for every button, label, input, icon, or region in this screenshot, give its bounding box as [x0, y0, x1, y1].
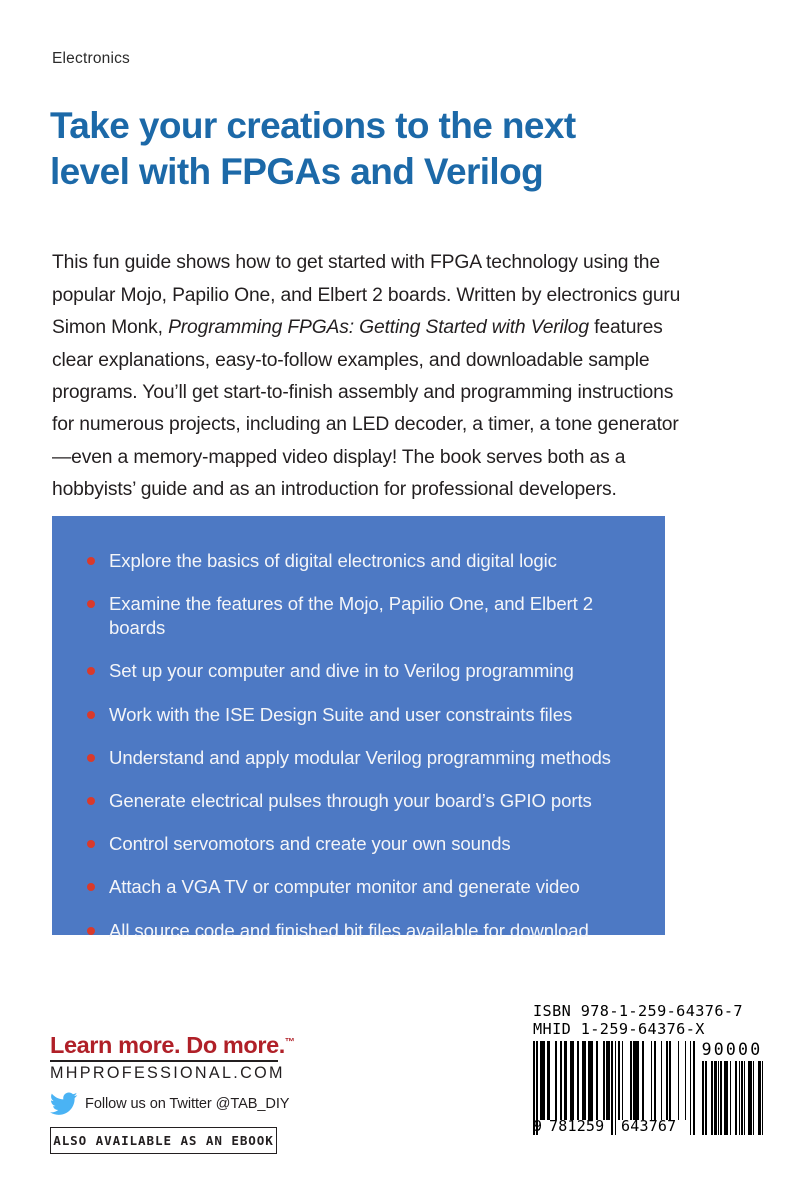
list-item — [78, 592, 639, 640]
list-item-label: Attach a VGA TV or computer monitor and generate video — [109, 876, 580, 898]
publisher-tagline-text: Learn more. Do more. — [50, 1032, 285, 1058]
list-item-label: Control servomotors and create your own sounds — [109, 833, 511, 855]
bullet-dot-icon — [87, 557, 95, 565]
ean13-digits — [533, 1117, 696, 1135]
list-item — [78, 746, 639, 770]
book-title-italic: Programming FPGAs: Getting Started with Verilog — [168, 317, 589, 339]
page-title — [50, 103, 710, 195]
bullet-dot-icon — [87, 927, 95, 935]
divider — [50, 1060, 278, 1062]
feature-highlight-box — [52, 516, 665, 941]
category-label: Electronics — [52, 50, 131, 67]
description-part-2: features clear explanations, easy-to-follow examples, and downloadable sample programs. You’ll get start-to-finish assembly and programming instructions for numerous projects, including an LED decoder, a timer, a tone generator—even a memory-mapped video display! The book serves both as a hobbyists’ guide and as an introduction for professional developers. — [52, 317, 679, 501]
mhid-number: MHID 1-259-64376-X — [533, 1019, 705, 1038]
list-item — [78, 659, 639, 683]
ean13-digit-left: 9 — [533, 1117, 543, 1135]
description-paragraph — [52, 247, 684, 506]
twitter-follow-label: Follow us on Twitter @TAB_DIY — [85, 1095, 290, 1112]
barcode-block — [533, 1003, 763, 1135]
ean5-digits: 90000 — [701, 1040, 763, 1059]
feature-list — [78, 549, 639, 943]
bullet-dot-icon — [87, 754, 95, 762]
list-item-label: Examine the features of the Mojo, Papilio One, and Elbert 2 boards — [109, 593, 594, 639]
ean13-digits-mid: 781259 — [549, 1117, 605, 1135]
description-part-1: This fun guide shows how to get started with FPGA technology using the popular Mojo, Papilio One, and Elbert 2 boards. Written by electronics guru Simon Monk, — [52, 252, 681, 339]
publisher-url[interactable]: MHPROFESSIONAL.COM — [50, 1063, 285, 1082]
list-item-label: Work with the ISE Design Suite and user constraints files — [109, 703, 573, 725]
page-title-line-2: level with FPGAs and Verilog — [50, 151, 544, 192]
ean5-supplement — [701, 1041, 763, 1135]
list-item — [78, 919, 639, 943]
ebook-availability-label: ALSO AVAILABLE AS AN EBOOK — [53, 1132, 274, 1148]
list-item — [78, 789, 639, 813]
bullet-dot-icon — [87, 667, 95, 675]
list-item-label: Understand and apply modular Verilog programming methods — [109, 746, 611, 768]
bullet-dot-icon — [87, 840, 95, 848]
isbn-number: ISBN 978-1-259-64376-7 — [533, 1002, 743, 1020]
trademark-symbol: ™ — [284, 1037, 295, 1048]
twitter-follow-row[interactable] — [50, 1092, 290, 1116]
bullet-dot-icon — [87, 883, 95, 891]
list-item — [78, 832, 639, 856]
list-item-label: Explore the basics of digital electronics and digital logic — [109, 550, 557, 571]
publisher-tagline — [50, 1030, 295, 1058]
page-title-line-1: Take your creations to the next — [50, 105, 576, 146]
ean13-digits-right: 643767 — [621, 1117, 677, 1135]
ean13-barcode — [533, 1041, 696, 1135]
twitter-bird-icon — [50, 1092, 78, 1115]
barcode-row — [533, 1041, 763, 1135]
bullet-dot-icon — [87, 600, 95, 608]
ean5-bars — [701, 1061, 763, 1135]
bullet-dot-icon — [87, 797, 95, 805]
list-item-label: Generate electrical pulses through your board’s GPIO ports — [109, 789, 592, 811]
list-item — [78, 703, 639, 727]
list-item-label: Set up your computer and dive in to Verilog programming — [109, 660, 574, 682]
publisher-branding — [50, 1030, 295, 1154]
list-item-label: All source code and finished bit files available for download — [109, 919, 589, 941]
list-item — [78, 549, 639, 573]
bullet-dot-icon — [87, 711, 95, 719]
list-item — [78, 875, 639, 899]
ebook-availability-badge — [50, 1127, 277, 1154]
